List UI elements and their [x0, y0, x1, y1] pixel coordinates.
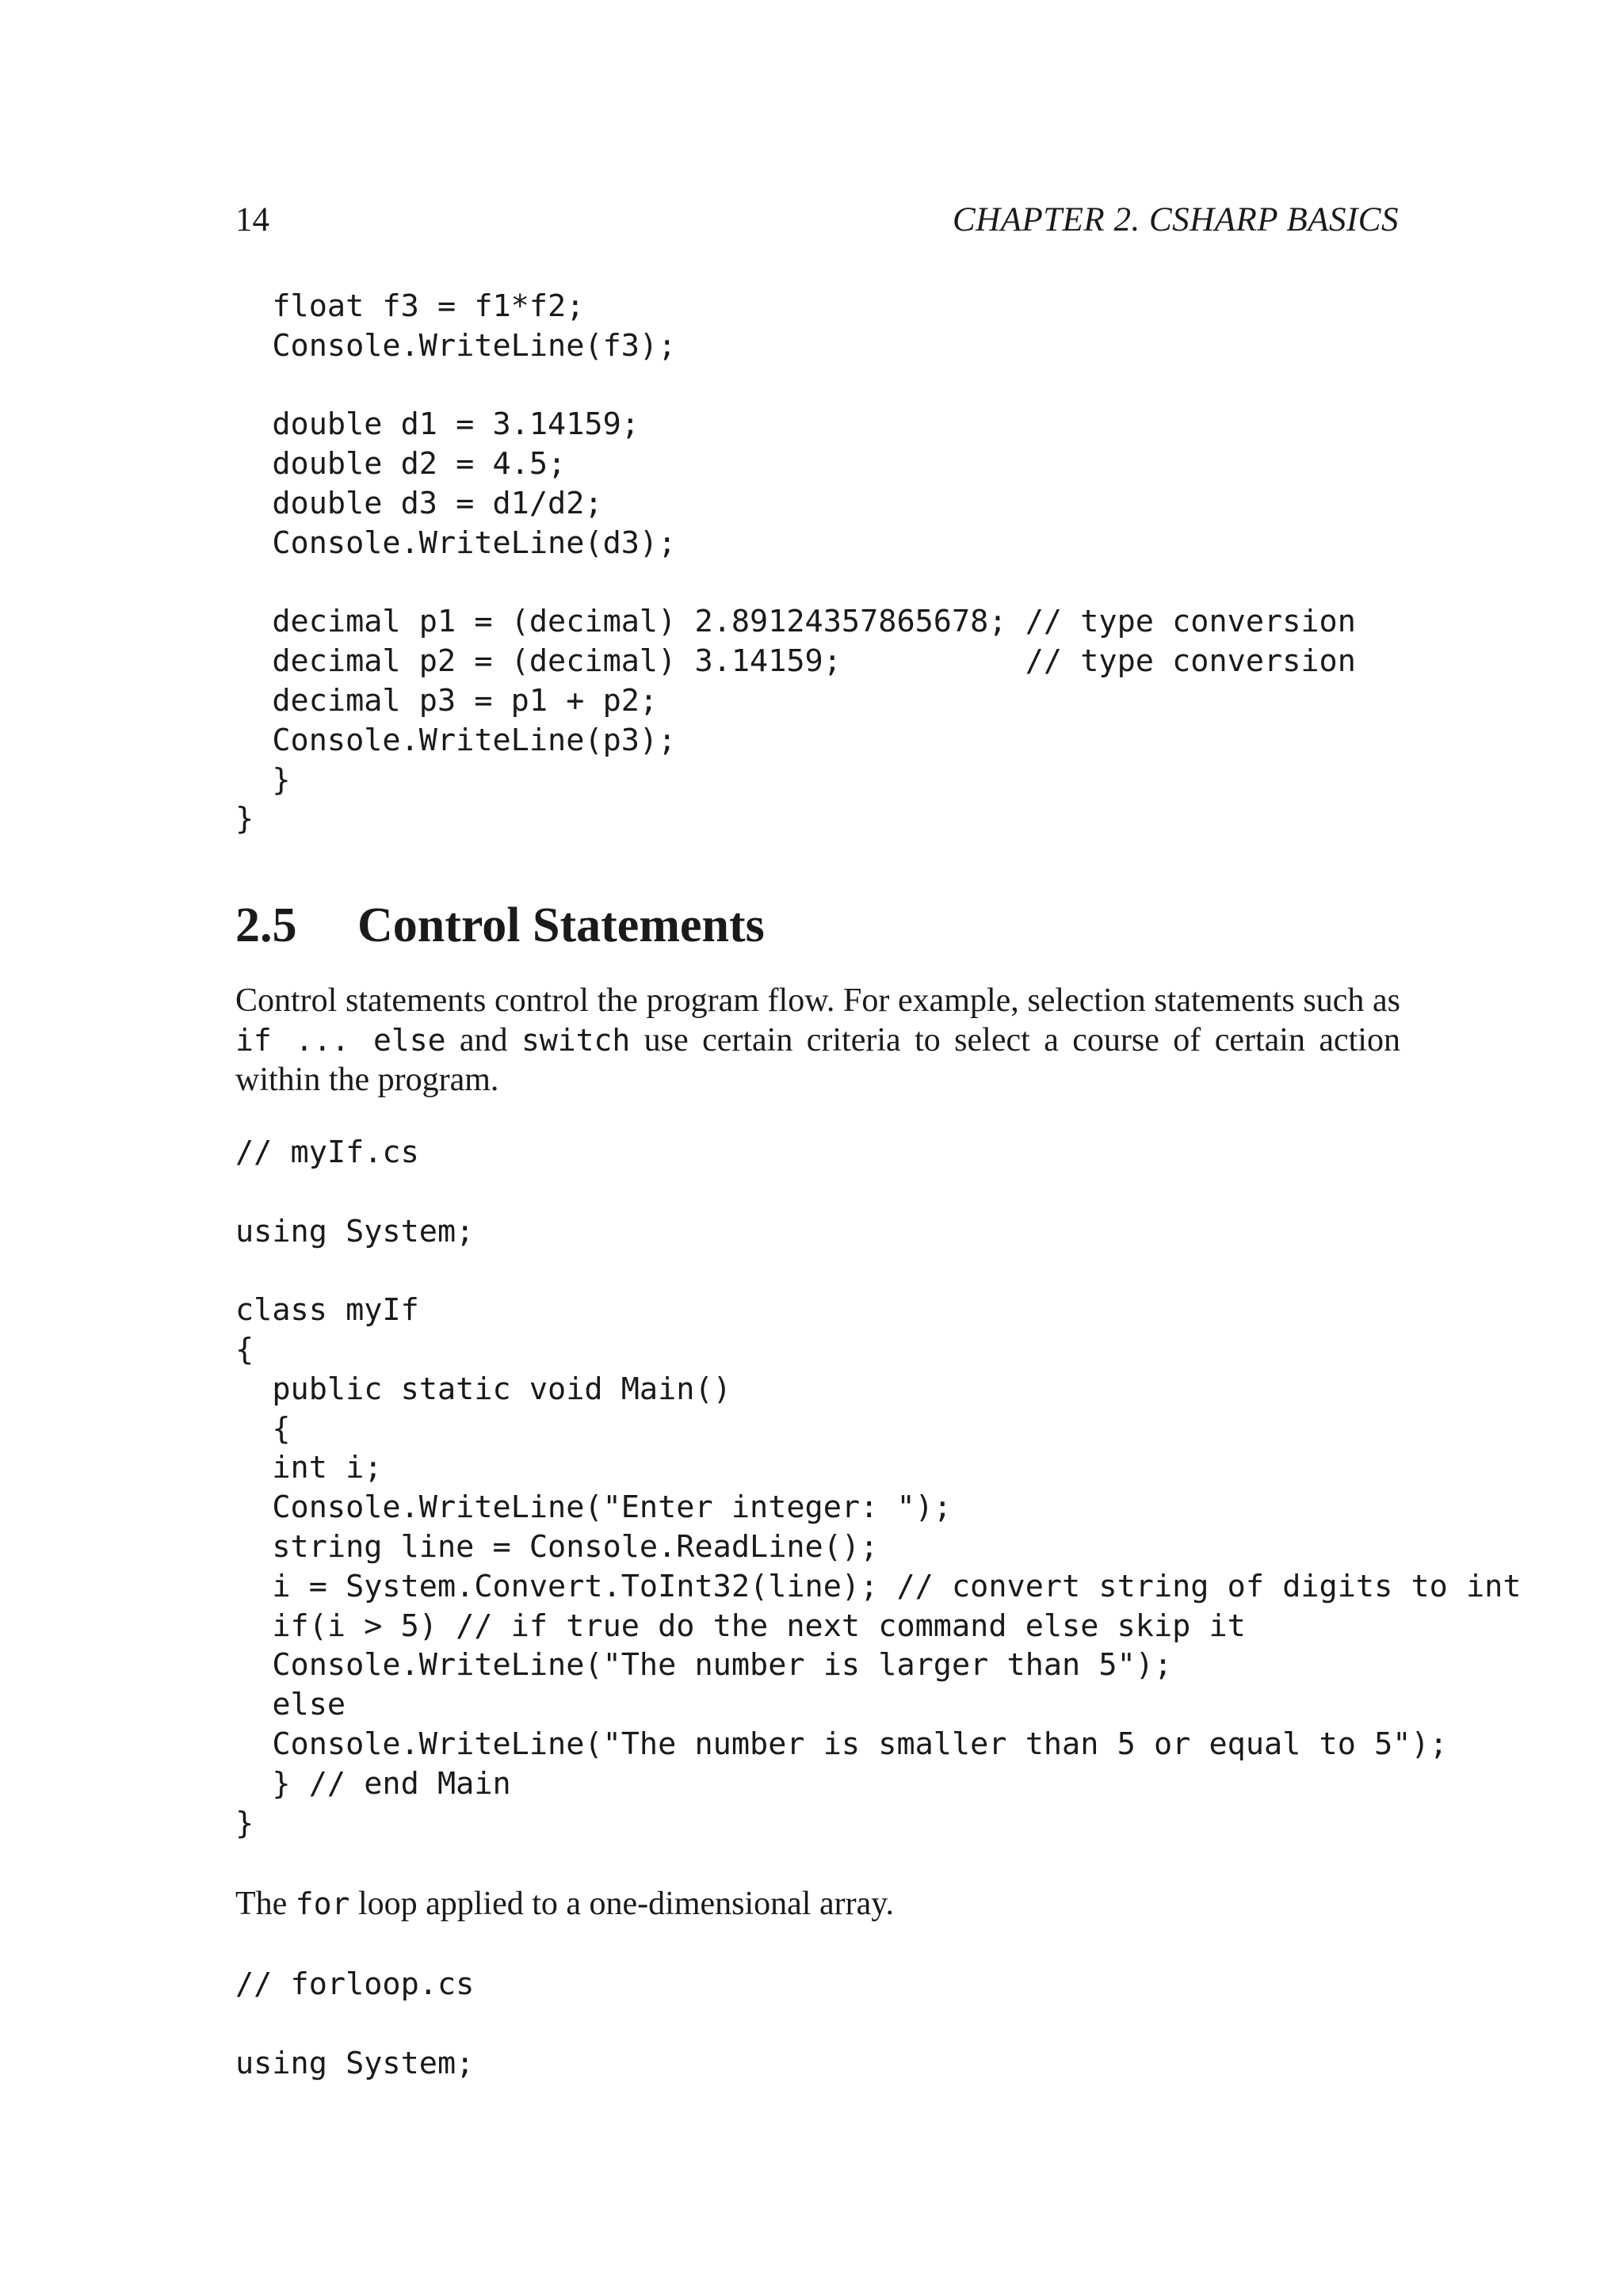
code-line: Console.WriteLine(p3); — [235, 722, 677, 758]
code-line: double d1 = 3.14159; — [235, 406, 640, 443]
section-heading — [235, 894, 765, 957]
code-line: decimal p3 = p1 + p2; — [235, 682, 659, 719]
code-line: { — [235, 1410, 291, 1447]
code-line: int i; — [235, 1450, 383, 1486]
code-line: Console.WriteLine("Enter integer: "); — [235, 1489, 952, 1526]
code-line: Console.WriteLine("The number is larger than 5"); — [235, 1647, 1173, 1684]
code-block-myif — [235, 1133, 1522, 1843]
paragraph-text: The — [235, 1886, 296, 1922]
section-number: 2.5 — [235, 898, 297, 952]
code-line: } // end Main — [235, 1765, 511, 1802]
code-line — [235, 1173, 1522, 1212]
code-line: if(i > 5) // if true do the next command else skip it — [235, 1608, 1246, 1644]
code-line: } — [235, 1805, 254, 1841]
code-line: i = System.Convert.ToInt32(line); // convert string of digits to int — [235, 1568, 1522, 1604]
code-line: // myIf.cs — [235, 1135, 419, 1170]
running-head: CHAPTER 2. CSHARP BASICS — [952, 201, 1399, 238]
page-header — [235, 196, 1399, 244]
code-line: } — [235, 801, 254, 837]
code-block-forloop — [235, 1965, 474, 2083]
code-line: } — [235, 761, 291, 798]
inline-code: switch — [521, 1023, 631, 1058]
paragraph-text: loop applied to a one-dimensional array. — [349, 1886, 894, 1922]
code-line: class myIf — [235, 1292, 419, 1329]
code-line: decimal p1 = (decimal) 2.89124357865678; // type conversion — [235, 604, 1356, 640]
paragraph-text: use certain criteria to select a course of certain action within the program. — [235, 1022, 1400, 1098]
code-line: Console.WriteLine(f3); — [235, 327, 677, 364]
section-title: Control Statements — [357, 898, 765, 952]
code-line: public static void Main() — [235, 1371, 731, 1407]
inline-code: if ... else — [235, 1023, 446, 1058]
code-line: using System; — [235, 2045, 475, 2081]
code-line: Console.WriteLine(d3); — [235, 524, 677, 561]
code-line — [235, 1251, 1522, 1291]
inline-code: for — [295, 1886, 350, 1921]
code-line — [235, 2004, 474, 2044]
code-line: using System; — [235, 1213, 475, 1249]
code-line: else — [235, 1687, 346, 1723]
code-line: string line = Console.ReadLine(); — [235, 1528, 879, 1565]
paragraph-for-loop — [235, 1884, 1400, 1924]
paragraph-control-statements — [235, 981, 1400, 1100]
code-line: { — [235, 1331, 254, 1367]
code-block-types — [235, 287, 1356, 839]
code-line: // forloop.cs — [235, 1966, 475, 2002]
code-line — [235, 366, 1356, 406]
paragraph-text: and — [445, 1022, 521, 1058]
paragraph-text: Control statements control the program flow. For example, selection statements such as — [235, 982, 1400, 1019]
code-line — [235, 563, 1356, 603]
page-number: 14 — [235, 201, 269, 238]
code-line: Console.WriteLine("The number is smaller than 5 or equal to 5"); — [235, 1726, 1448, 1762]
code-line: double d2 = 4.5; — [235, 446, 567, 482]
code-line: decimal p2 = (decimal) 3.14159; // type conversion — [235, 643, 1356, 680]
code-line: float f3 = f1*f2; — [235, 288, 585, 324]
code-line: double d3 = d1/d2; — [235, 485, 603, 521]
